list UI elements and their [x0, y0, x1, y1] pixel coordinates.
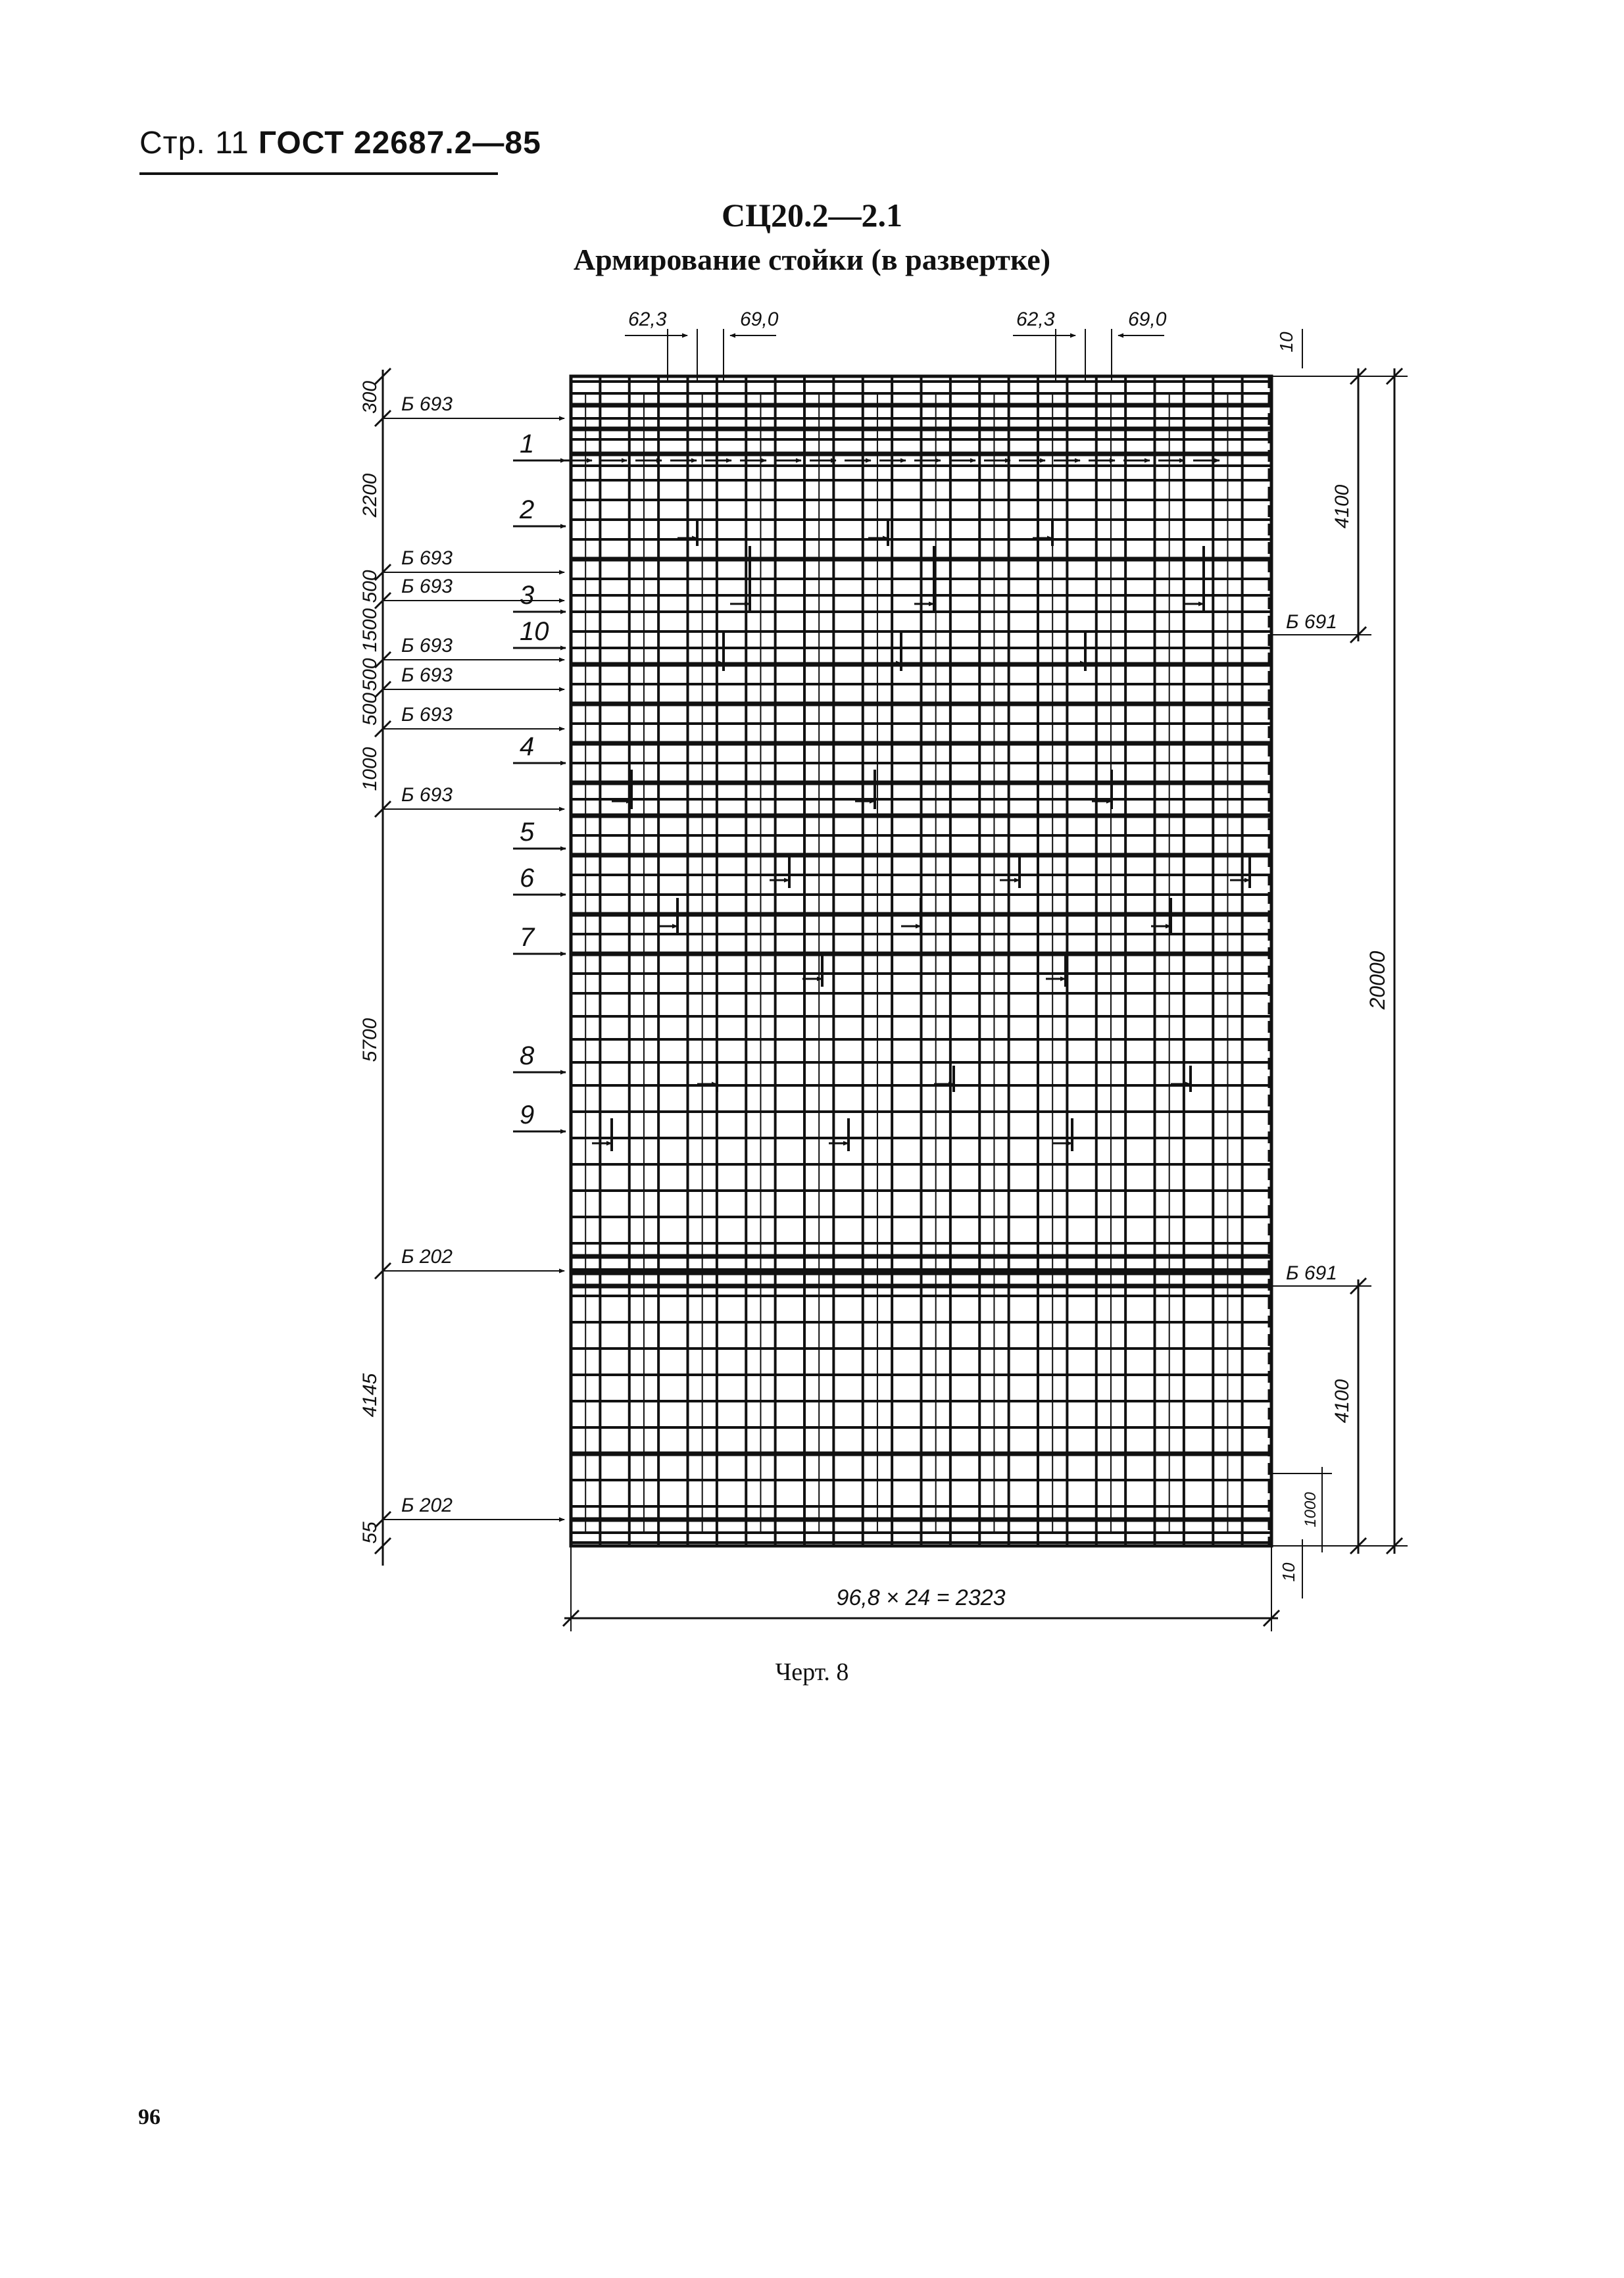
section-label: Б 691 — [1286, 611, 1337, 633]
left-dimension-value: 500 — [359, 692, 381, 726]
top-dimension-value: 10 — [1276, 332, 1296, 353]
callout-1: 1 — [520, 430, 535, 458]
top-dimension-value: 69,0 — [740, 309, 779, 330]
section-label: Б 693 — [401, 784, 453, 806]
drawing-title: Армирование стойки (в развертке) — [573, 243, 1051, 276]
section-label: Б 693 — [401, 635, 453, 656]
standard-label: ГОСТ 22687.2—85 — [258, 126, 541, 161]
bottom-dimension-value: 96,8 × 24 = 2323 — [836, 1585, 1006, 1610]
left-dimension-value: 5700 — [359, 1018, 381, 1062]
right-dimension-value: 4100 — [1331, 484, 1353, 529]
left-dimension-value: 300 — [359, 380, 381, 414]
left-dimension-value: 4145 — [359, 1373, 381, 1418]
top-dimension-value: 69,0 — [1128, 309, 1167, 330]
section-label: Б 691 — [1286, 1262, 1337, 1284]
callout-4: 4 — [520, 732, 535, 761]
section-label: Б 693 — [401, 393, 453, 415]
rebar-grid — [566, 376, 1271, 1546]
right-dimension-value: 10 — [1279, 1562, 1298, 1582]
right-dimension-value: 4100 — [1331, 1379, 1353, 1424]
callout-6: 6 — [520, 864, 535, 893]
section-label: Б 693 — [401, 547, 453, 569]
left-dimension-value: 500 — [359, 570, 381, 603]
dimension-labels — [359, 309, 1389, 1610]
page-number: 96 — [138, 2105, 160, 2129]
top-dimension-value: 62,3 — [1016, 309, 1055, 330]
callout-7: 7 — [520, 923, 535, 952]
section-label: Б 693 — [401, 576, 453, 597]
section-label: Б 693 — [401, 664, 453, 686]
figure-caption: Черт. 8 — [775, 1658, 849, 1686]
top-dimension-value: 62,3 — [628, 309, 667, 330]
left-dimension-value: 1000 — [359, 747, 381, 791]
callout-9: 9 — [520, 1101, 535, 1129]
section-label: Б 693 — [401, 704, 453, 726]
left-dimension-value: 2200 — [359, 473, 381, 518]
section-label: Б 202 — [401, 1246, 453, 1268]
callout-5: 5 — [520, 818, 535, 847]
right-dimension-value: 1000 — [1302, 1492, 1319, 1527]
drawing-code: СЦ20.2—2.1 — [722, 197, 902, 234]
callout-2: 2 — [520, 495, 535, 524]
section-label: Б 202 — [401, 1495, 453, 1516]
callout-3: 3 — [520, 581, 535, 610]
left-dimension-value: 500 — [359, 658, 381, 691]
page-label: Стр. 11 — [139, 126, 249, 161]
callout-10: 10 — [520, 617, 549, 646]
left-dimension-value: 1500 — [359, 608, 381, 653]
right-dimension-value: 20000 — [1366, 951, 1389, 1010]
left-dimension-value: 55 — [359, 1522, 381, 1544]
callout-8: 8 — [520, 1041, 535, 1070]
